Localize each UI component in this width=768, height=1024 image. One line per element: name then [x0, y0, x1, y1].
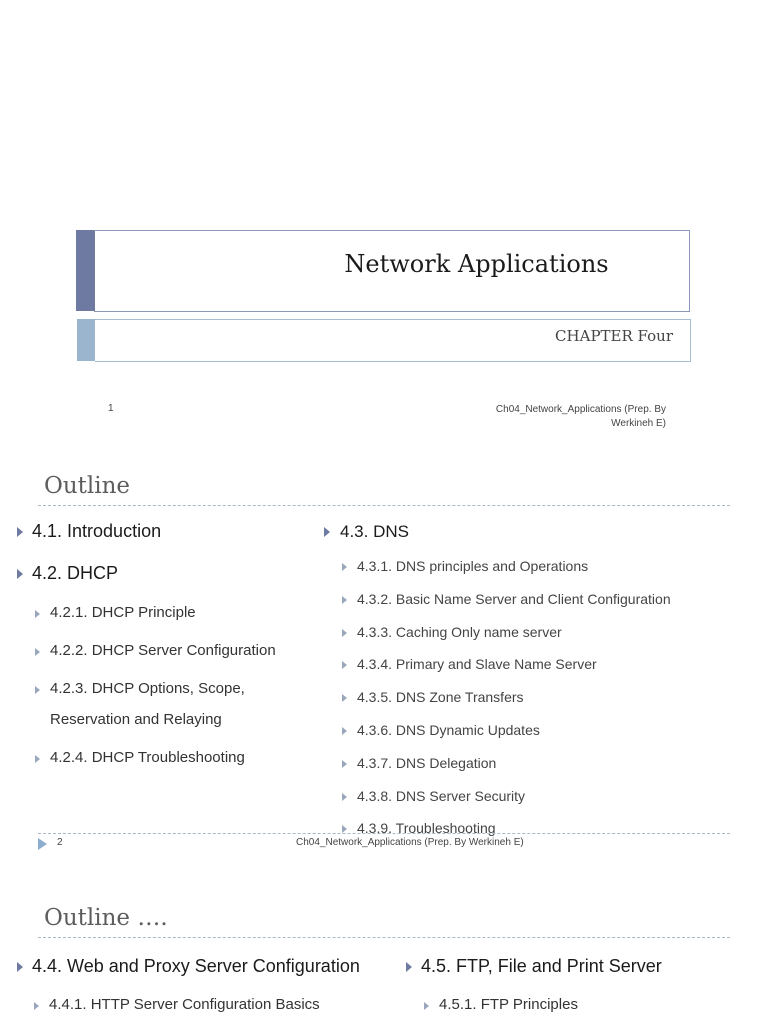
title-accent-bar	[76, 230, 95, 311]
outline-subitem: 4.3.2. Basic Name Server and Client Configuration	[357, 591, 671, 607]
outline-heading: Outline	[44, 473, 131, 499]
page-number: 2	[57, 837, 63, 848]
heading-divider	[38, 505, 730, 506]
page-number: 1	[108, 403, 114, 414]
bullet-arrow-icon	[342, 760, 347, 768]
outline-item: 4.2. DHCP	[32, 563, 119, 583]
bullet-arrow-icon	[17, 962, 23, 972]
bullet-arrow-icon	[406, 962, 412, 972]
outline-subitem: 4.3.9. Troubleshooting	[357, 820, 496, 836]
bullet-arrow-icon	[342, 793, 347, 801]
outline-subitem: 4.3.1. DNS principles and Operations	[357, 558, 589, 574]
slide-subtitle: CHAPTER Four	[555, 327, 673, 345]
bullet-arrow-icon	[342, 596, 347, 604]
bullet-arrow-icon	[17, 569, 23, 579]
bullet-arrow-icon	[342, 694, 347, 702]
bullet-arrow-icon	[35, 610, 40, 618]
bullet-arrow-icon	[35, 686, 40, 694]
footer-divider	[38, 833, 730, 834]
slide-footer: Ch04_Network_Applications (Prep. By Werkineh E)	[296, 837, 524, 848]
bullet-arrow-icon	[324, 527, 330, 537]
bullet-arrow-icon	[424, 1002, 429, 1010]
slide-title: Network Applications	[344, 250, 609, 278]
outline-subitem: 4.5.1. FTP Principles	[439, 996, 578, 1013]
bullet-arrow-icon	[342, 661, 347, 669]
bullet-arrow-icon	[35, 755, 40, 763]
outline-subitem: 4.3.7. DNS Delegation	[357, 755, 497, 771]
outline-item: 4.4. Web and Proxy Server Configuration	[32, 956, 360, 976]
bullet-arrow-icon	[342, 563, 347, 571]
bullet-arrow-icon	[342, 825, 347, 833]
footer-arrow-icon	[38, 838, 47, 850]
outline-subitem: 4.3.5. DNS Zone Transfers	[357, 689, 524, 705]
outline-subitem: 4.2.3. DHCP Options, Scope,	[50, 680, 245, 697]
outline-subitem: 4.3.8. DNS Server Security	[357, 788, 526, 804]
outline-heading: Outline ….	[44, 905, 168, 931]
bullet-arrow-icon	[34, 1002, 39, 1010]
heading-divider	[38, 937, 730, 938]
outline-item: 4.3. DNS	[340, 522, 409, 541]
outline-subitem: 4.3.6. DNS Dynamic Updates	[357, 722, 540, 738]
bullet-arrow-icon	[342, 727, 347, 735]
outline-subitem: 4.2.4. DHCP Troubleshooting	[50, 749, 245, 766]
outline-item: 4.1. Introduction	[32, 521, 162, 541]
outline-subitem: 4.3.3. Caching Only name server	[357, 624, 562, 640]
outline-item: 4.5. FTP, File and Print Server	[421, 956, 662, 976]
outline-subitem: 4.2.2. DHCP Server Configuration	[50, 642, 276, 659]
outline-subitem: 4.2.1. DHCP Principle	[50, 604, 196, 621]
outline-subitem-continued: Reservation and Relaying	[50, 711, 222, 728]
bullet-arrow-icon	[342, 629, 347, 637]
subtitle-accent-bar	[77, 319, 95, 361]
bullet-arrow-icon	[17, 527, 23, 537]
outline-subitem: 4.4.1. HTTP Server Configuration Basics	[49, 996, 320, 1013]
outline-subitem: 4.3.4. Primary and Slave Name Server	[357, 656, 597, 672]
bullet-arrow-icon	[35, 648, 40, 656]
slide-footer: Ch04_Network_Applications (Prep. By Werkineh E)	[495, 404, 666, 429]
